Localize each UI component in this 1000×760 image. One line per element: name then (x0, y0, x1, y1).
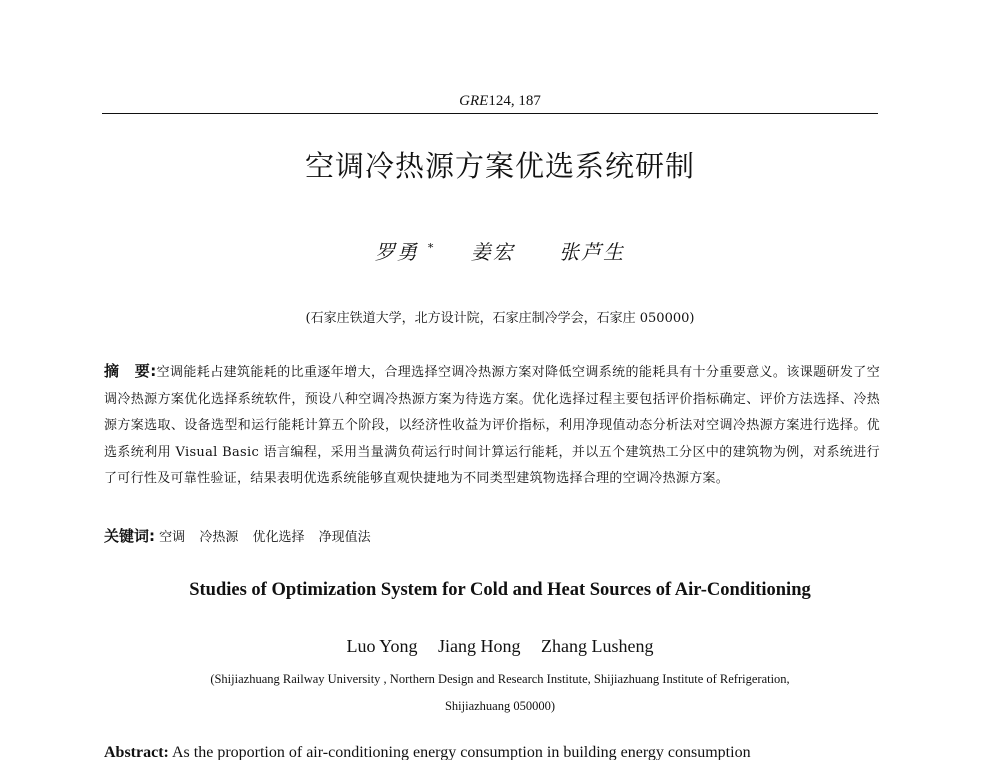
label-colon: : (149, 527, 156, 545)
chinese-author (550, 240, 634, 264)
chinese-authors (0, 236, 1000, 265)
chinese-abstract-text: 空调能耗占建筑能耗的比重逐年增大，合理选择空调冷热源方案对降低空调系统的能耗具有十分重要意义。该课题研发了空调冷热源方案优化选择系统软件，预设八种空调冷热源方案为待选方案。优化选择过程主要包括评价指标确定、评价方法选择、冷热源方案选取、设备选型和运行能耗计算五个阶段，以经济性收益为评价指标，利用净现值动态分析法对空调冷热源方案进行选择。优选系统利用 Visual Basic 语言编程，采用当量满负荷运行时间计算运行能耗，并以五个建筑热工分区中的建筑物为例，对系统进行了可行性及可靠性验证，结果表明优选系统能够直观快捷地为不同类型建筑物选择合理的空调冷热源方案。 (104, 365, 881, 486)
keyword: 冷热源 (199, 530, 239, 545)
english-affiliation-line: Shijiazhuang 050000) (444, 699, 556, 713)
chinese-abstract (104, 358, 880, 493)
keyword: 净现值法 (318, 530, 371, 545)
label-colon: : (150, 362, 157, 380)
english-author: Zhang Lusheng (541, 636, 654, 656)
chinese-abstract-label: 摘 要 (104, 362, 151, 380)
chinese-author-name: 张芦生 (559, 240, 626, 264)
english-affiliation (0, 666, 1000, 720)
english-abstract-text: As the proportion of air-conditioning energy consumption in building energy consumption (172, 744, 751, 760)
classification-code-prefix: GRE (459, 93, 489, 109)
english-abstract-label: Abstract: (104, 744, 169, 760)
english-title: Studies of Optimization System for Cold and Heat Sources of Air-Conditioning (189, 580, 811, 600)
chinese-keywords (104, 525, 880, 546)
keyword: 优化选择 (252, 530, 305, 545)
chinese-author (462, 240, 524, 264)
chinese-keywords-label: 关键词 (104, 527, 150, 545)
chinese-title: 空调冷热源方案优选系统研制 (304, 149, 695, 183)
classification-code-numbers: 124, 187 (488, 93, 541, 109)
header-rule (102, 113, 878, 114)
chinese-author-name: 姜宏 (470, 240, 515, 264)
chinese-affiliation: (石家庄铁道大学，北方设计院，石家庄制冷学会，石家庄 050000) (305, 311, 695, 326)
english-author: Luo Yong (346, 636, 418, 656)
chinese-author-name: 罗勇 (374, 240, 419, 264)
chinese-author (366, 240, 436, 264)
classification-code (0, 93, 1000, 110)
english-author: Jiang Hong (438, 636, 521, 656)
english-abstract (104, 744, 880, 760)
keyword: 空调 (159, 530, 186, 545)
english-affiliation-line: (Shijiazhuang Railway University , Northern Design and Research Institute, Shijiazhuang Institute of Refrigeration, (210, 672, 790, 686)
corresponding-author-mark: * (427, 241, 436, 255)
english-authors (0, 636, 1000, 657)
